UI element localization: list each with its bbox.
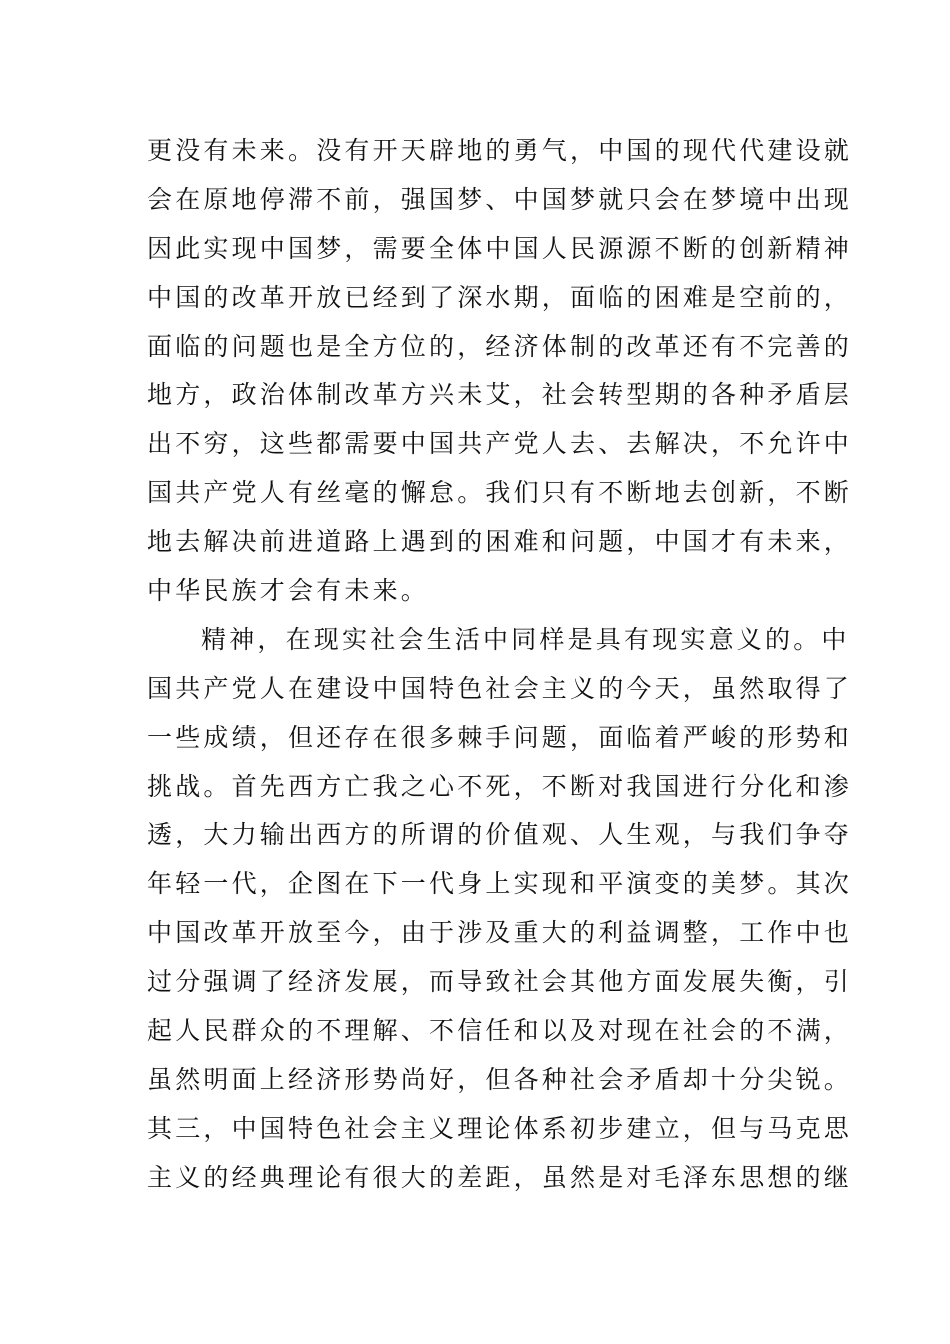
text-line: 面临的问题也是全方位的，经济体制的改革还有不完善的 — [147, 331, 853, 361]
text-line: 地方，政治体制改革方兴未艾，社会转型期的各种矛盾层 — [147, 380, 853, 410]
text-line: 过分强调了经济发展，而导致社会其他方面发展失衡，引 — [147, 967, 853, 997]
text-line: 起人民群众的不理解、不信任和以及对现在社会的不满， — [147, 1016, 853, 1046]
text-line: 出不穷，这些都需要中国共产党人去、去解决，不允许中 — [147, 429, 853, 459]
paragraph-2 — [147, 616, 853, 1203]
text-line: 年轻一代，企图在下一代身上实现和平演变的美梦。其次 — [147, 869, 853, 899]
text-line: 地去解决前进道路上遇到的困难和问题，中国才有未来， — [147, 527, 853, 557]
text-line: 中华民族才会有未来。 — [147, 576, 430, 606]
text-line: 一些成绩，但还存在很多棘手问题，面临着严峻的形势和 — [147, 722, 853, 752]
document-body — [147, 127, 853, 1203]
text-line: 中国改革开放至今，由于涉及重大的利益调整，工作中也 — [147, 918, 853, 948]
text-line: 更没有未来。没有开天辟地的勇气，中国的现代代建设就 — [147, 136, 853, 165]
text-line: 因此实现中国梦，需要全体中国人民源源不断的创新精神 — [147, 233, 853, 263]
text-line: 国共产党人有丝毫的懈怠。我们只有不断地去创新，不断 — [147, 478, 853, 508]
text-line: 虽然明面上经济形势尚好，但各种社会矛盾却十分尖锐。 — [147, 1064, 853, 1094]
paragraph-1 — [147, 127, 853, 616]
text-line: 其三，中国特色社会主义理论体系初步建立，但与马克思 — [147, 1113, 853, 1143]
text-line: 精神，在现实社会生活中同样是具有现实意义的。中 — [201, 624, 850, 654]
text-line: 国共产党人在建设中国特色社会主义的今天，虽然取得了 — [147, 673, 853, 703]
text-line: 主义的经典理论有很大的差距，虽然是对毛泽东思想的继 — [147, 1162, 853, 1192]
text-line: 中国的改革开放已经到了深水期，面临的困难是空前的， — [147, 282, 853, 312]
text-line: 透，大力输出西方的所谓的价值观、人生观，与我们争夺 — [147, 820, 853, 850]
text-line: 会在原地停滞不前，强国梦、中国梦就只会在梦境中出现 — [147, 184, 853, 214]
text-line: 挑战。首先西方亡我之心不死，不断对我国进行分化和渗 — [147, 771, 853, 801]
